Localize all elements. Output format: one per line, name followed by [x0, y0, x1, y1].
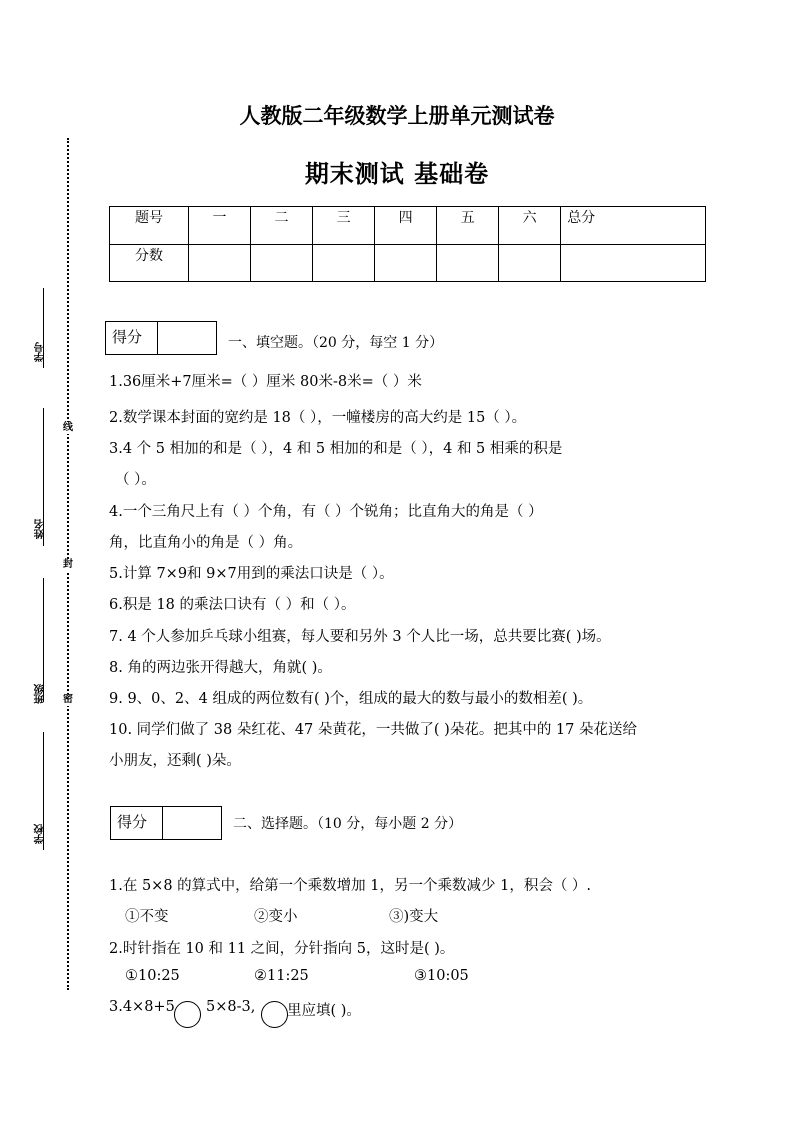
score-input-cell[interactable]: [189, 244, 251, 282]
school-label: 学校: [35, 824, 46, 844]
score-table-cell: 题号: [110, 207, 189, 245]
score-box-label: 得分: [106, 322, 158, 354]
question-line: 角，比直角小的角是（ ）角。: [109, 535, 303, 551]
score-table-cell: 二: [251, 207, 313, 245]
question-line: （ ）。: [115, 472, 156, 488]
score-input-cell[interactable]: [251, 244, 313, 282]
section1-heading: 一、填空题。（20 分，每空 1 分）: [228, 335, 444, 351]
option: ②11:25: [254, 968, 309, 984]
option: ③)变大: [389, 909, 439, 925]
student-no-label: 学号: [35, 342, 46, 362]
question-line: 6.积是 18 的乘法口诀有（ ）和（ ）。: [109, 597, 356, 613]
score-input-cell[interactable]: [499, 244, 561, 282]
section2-score-box: [110, 806, 222, 840]
section1-score-box: [105, 321, 217, 355]
comparison-circle[interactable]: [174, 1001, 201, 1028]
seal-mark-line: 线: [63, 422, 73, 433]
name-label: 姓名: [35, 519, 46, 539]
score-input-cell[interactable]: [313, 244, 375, 282]
score-box-input[interactable]: [163, 807, 221, 839]
question-line: 1.36厘米+7厘米=（ ）厘米 80米-8米=（ ）米: [109, 374, 422, 390]
seal-mark-secret: 密: [63, 694, 73, 705]
question-line: 8. 角的两边张开得越大，角就( )。: [109, 660, 332, 676]
question-line: 2.时针指在 10 和 11 之间，分针指向 5，这时是( )。: [109, 941, 455, 957]
score-table-cell: 分数: [110, 244, 189, 282]
score-input-cell[interactable]: [375, 244, 437, 282]
score-input-cell[interactable]: [561, 244, 706, 282]
score-table-cell: 一: [189, 207, 251, 245]
score-input-cell[interactable]: [437, 244, 499, 282]
question-line: 5.计算 7×9和 9×7用到的乘法口诀是（ ）。: [109, 566, 394, 582]
section2-heading: 二、选择题。（10 分，每小题 2 分）: [233, 816, 463, 832]
question-line: 里应填( )。: [287, 1003, 361, 1019]
score-table: [109, 206, 706, 282]
page-title: 人教版二年级数学上册单元测试卷: [239, 103, 555, 128]
class-label: 班级: [35, 684, 46, 704]
comparison-circle-symbol: [261, 1001, 288, 1028]
option: ①10:25: [125, 968, 180, 984]
score-table-cell: 三: [313, 207, 375, 245]
question-line: 10. 同学们做了 38 朵红花、47 朵黄花，一共做了( )朵花。把其中的 17 朵花送给: [109, 722, 637, 738]
option: ①不变: [125, 909, 169, 925]
page-subtitle: 期末测试 基础卷: [304, 159, 490, 188]
score-table-cell: 六: [499, 207, 561, 245]
score-table-header-row: [110, 207, 706, 245]
score-table-cell: 五: [437, 207, 499, 245]
option: ③10:05: [414, 968, 469, 984]
question-line: 4.一个三角尺上有（ ）个角，有（ ）个锐角；比直角大的角是（ ）: [109, 504, 543, 520]
question-line: 7. 4 个人参加乒乓球小组赛，每人要和另外 3 个人比一场，总共要比赛( )场。: [109, 629, 611, 645]
score-box-input[interactable]: [158, 322, 216, 354]
option: ②变小: [254, 909, 298, 925]
score-box-label: 得分: [111, 807, 163, 839]
question-line: 3.4×8+5: [109, 999, 175, 1015]
seal-mark-seal: 封: [63, 559, 73, 570]
question-line: 9. 9、0、2、4 组成的两位数有( )个，组成的最大的数与最小的数相差( )。: [109, 691, 593, 707]
question-line: 小朋友，还剩( )朵。: [109, 753, 241, 769]
score-table-cell: 四: [375, 207, 437, 245]
question-line: 5×8-3,: [206, 999, 256, 1015]
score-table-cell: 总分: [561, 207, 706, 245]
question-line: 1.在 5×8 的算式中，给第一个乘数增加 1，另一个乘数减少 1，积会（ ）.: [109, 878, 592, 894]
score-table-score-row: [110, 244, 706, 282]
question-line: 2.数学课本封面的宽约是 18（ ），一幢楼房的高大约是 15（ ）。: [109, 410, 527, 426]
question-line: 3.4 个 5 相加的和是（ ），4 和 5 相加的和是（ ），4 和 5 相乘的积是: [109, 441, 563, 457]
